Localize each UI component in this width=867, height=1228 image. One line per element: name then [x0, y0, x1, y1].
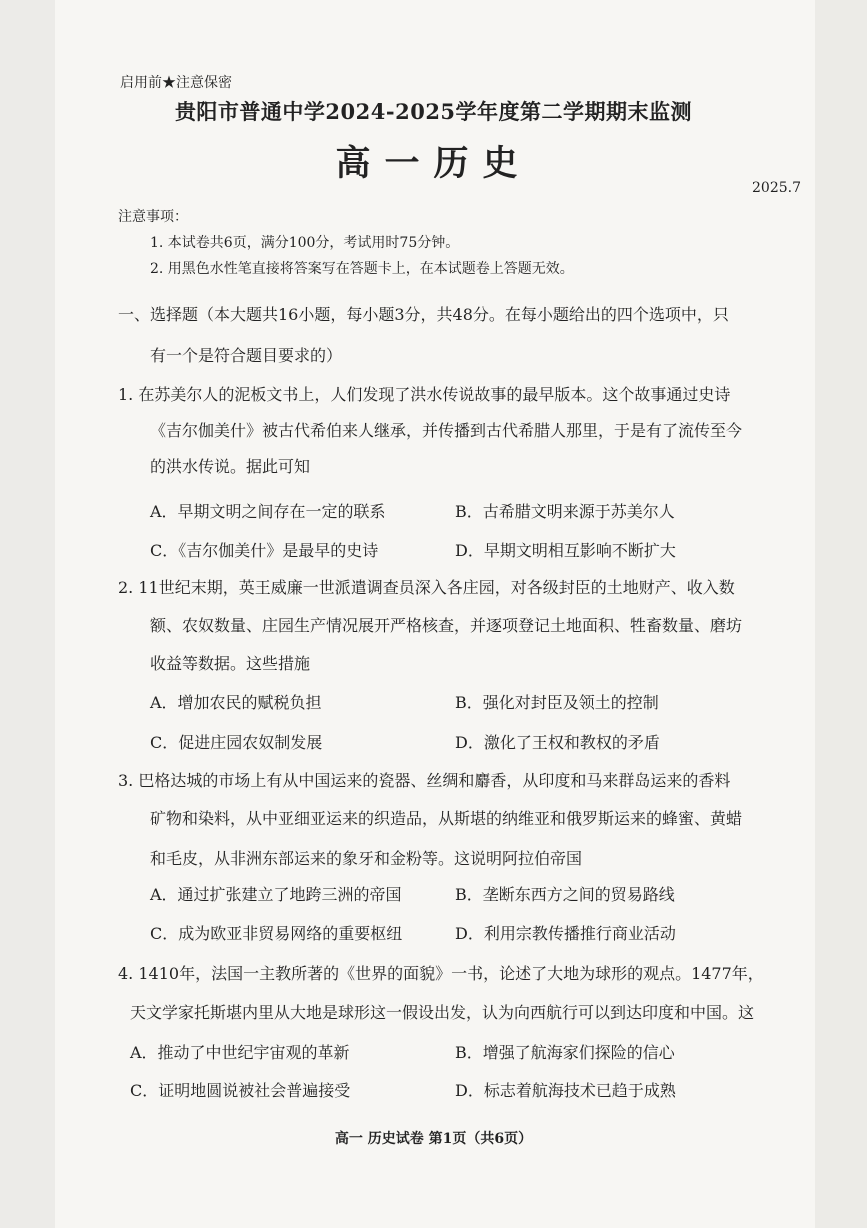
- confidential-label: 启用前★注意保密: [120, 75, 232, 91]
- option-c[interactable]: C．促进庄园农奴制发展: [150, 733, 323, 752]
- section-heading: 一、选择题（本大题共16小题，每小题3分，共48分。在每小题给出的四个选项中，只: [118, 305, 729, 324]
- option-a[interactable]: A．增加农民的赋税负担: [150, 693, 322, 712]
- question-text: 和毛皮，从非洲东部运来的象牙和金粉等。这说明阿拉伯帝国: [150, 849, 583, 868]
- question-text: 1. 在苏美尔人的泥板文书上，人们发现了洪水传说故事的最早版本。这个故事通过史诗: [118, 385, 731, 404]
- question-text: 额、农奴数量、庄园生产情况展开严格核查，并逐项登记土地面积、牲畜数量、磨坊: [150, 616, 743, 635]
- exam-title: 贵阳市普通中学2024-2025学年度第二学期期末监测: [174, 99, 693, 124]
- note-item: 1. 本试卷共6页，满分100分，考试用时75分钟。: [150, 235, 460, 251]
- question-text: 《吉尔伽美什》被古代希伯来人继承，并传播到古代希腊人那里，于是有了流传至今: [150, 421, 743, 440]
- option-b[interactable]: B．强化对封臣及领土的控制: [455, 693, 659, 712]
- exam-subject: 高一历史: [335, 143, 532, 184]
- question-text: 的洪水传说。据此可知: [150, 457, 311, 476]
- option-b[interactable]: B．古希腊文明来源于苏美尔人: [455, 502, 675, 521]
- option-c[interactable]: C．成为欧亚非贸易网络的重要枢纽: [150, 924, 403, 943]
- option-b[interactable]: B．增强了航海家们探险的信心: [455, 1043, 675, 1062]
- option-c[interactable]: C．《吉尔伽美什》是最早的史诗: [150, 541, 379, 560]
- option-b[interactable]: B．垄断东西方之间的贸易路线: [455, 885, 675, 904]
- option-a[interactable]: A．推动了中世纪宇宙观的革新: [130, 1043, 350, 1062]
- option-c[interactable]: C．证明地圆说被社会普遍接受: [130, 1081, 351, 1100]
- option-d[interactable]: D．利用宗教传播推行商业活动: [455, 924, 676, 943]
- option-d[interactable]: D．激化了王权和教权的矛盾: [455, 733, 660, 752]
- question-text: 收益等数据。这些措施: [150, 654, 311, 673]
- note-item: 2. 用黑色水性笔直接将答案写在答题卡上，在本试题卷上答题无效。: [150, 261, 574, 277]
- option-a[interactable]: A．早期文明之间存在一定的联系: [150, 502, 386, 521]
- notes-title: 注意事项：: [118, 209, 188, 225]
- section-heading-cont: 有一个是符合题目要求的）: [150, 346, 343, 365]
- question-text: 2. 11世纪末期，英王威廉一世派遣调查员深入各庄园，对各级封臣的土地财产、收入数: [118, 578, 735, 597]
- question-text: 3. 巴格达城的市场上有从中国运来的瓷器、丝绸和麝香，从印度和马来群岛运来的香料: [118, 771, 731, 790]
- question-text: 矿物和染料，从中亚细亚运来的织造品，从斯堪的纳维亚和俄罗斯运来的蜂蜜、黄蜡: [150, 809, 743, 828]
- option-a[interactable]: A．通过扩张建立了地跨三洲的帝国: [150, 885, 402, 904]
- option-d[interactable]: D．早期文明相互影响不断扩大: [455, 541, 676, 560]
- page-footer: 高一 历史试卷 第1页（共6页）: [334, 1131, 533, 1147]
- question-text: 4. 1410年，法国一主教所著的《世界的面貌》一书，论述了大地为球形的观点。1477年，: [118, 964, 764, 983]
- exam-date: 2025.7: [752, 180, 801, 196]
- option-d[interactable]: D．标志着航海技术已趋于成熟: [455, 1081, 676, 1100]
- question-text: 天文学家托斯堪内里从大地是球形这一假设出发，认为向西航行可以到达印度和中国。这: [130, 1003, 755, 1022]
